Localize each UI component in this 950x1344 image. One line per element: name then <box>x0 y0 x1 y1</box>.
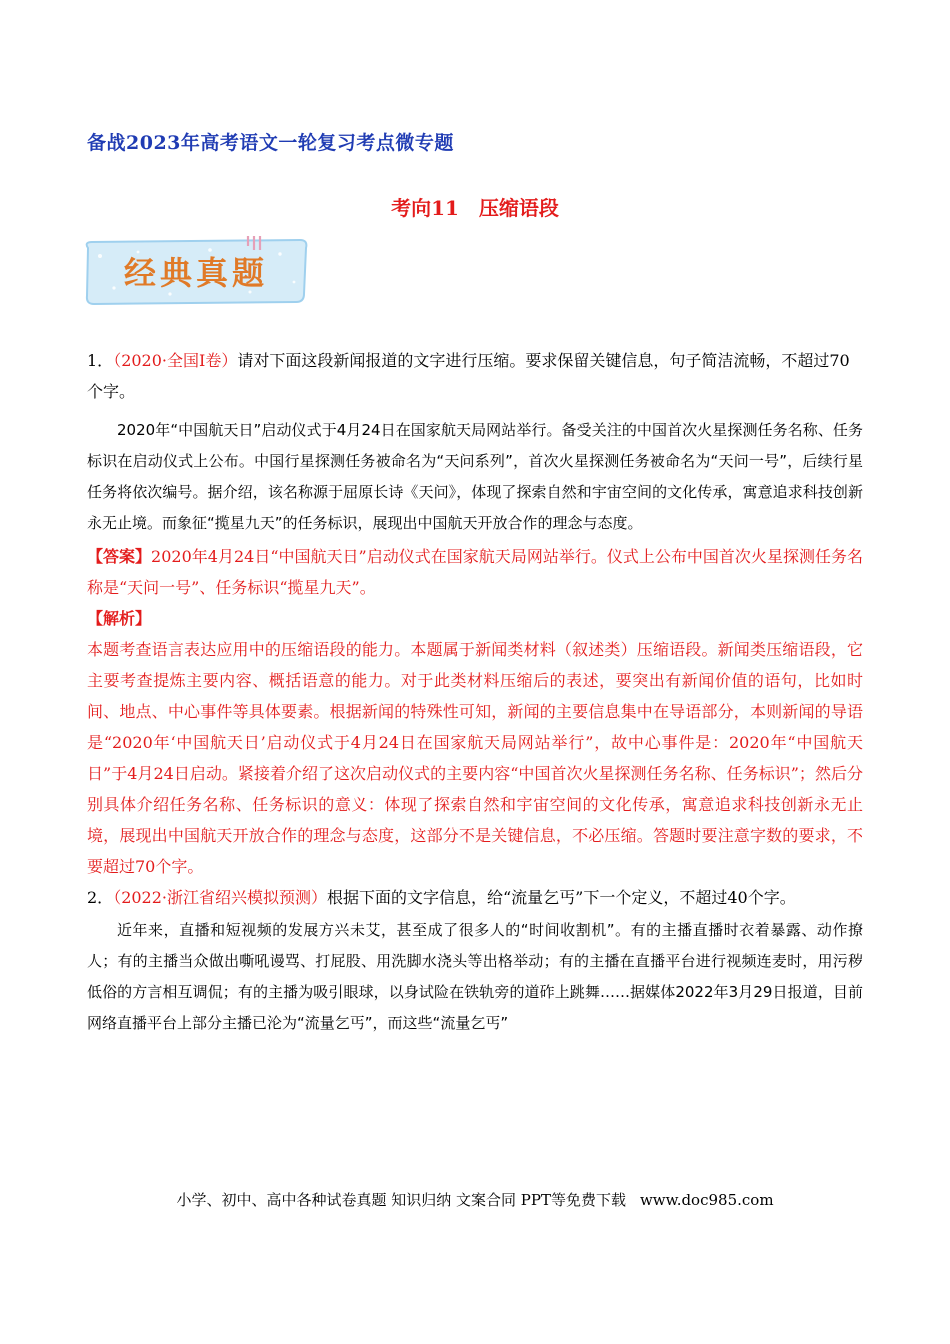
question-1 <box>87 345 863 407</box>
analysis-text: 本题考查语言表达应用中的压缩语段的能力。本题属于新闻类材料（叙述类）压缩语段。新闻类压缩语段，它主要考查提炼主要内容、概括语意的能力。对于此类材料压缩后的表述，要突出有新闻价值的语句，比如时间、地点、中心事件等具体要素。根据新闻的特殊性可知，新闻的主要信息集中在导语部分，本则新闻的导语是“2020年‘中国航天日’启动仪式于4月24日在国家航天局网站举行”，故中心事件是：2020年“中国航天日”于4月24日启动。紧接着介绍了这次启动仪式的主要内容“中国首次火星探测任务名称、任务标识”；然后分别具体介绍任务名称、任务标识的意义：体现了探索自然和宇宙空间的文化传承，寓意追求科技创新永无止境，展现出中国航天开放合作的理念与态度，这部分不是关键信息，不必压缩。答题时要注意字数的要求，不要超过70个字。 <box>87 640 863 876</box>
analysis-label: 【解析】 <box>87 609 152 628</box>
topic-name: 压缩语段 <box>478 196 559 220</box>
question-source: （2020·全国Ⅰ卷） <box>113 351 238 370</box>
question-prompt: 请对下面这段新闻报道的文字进行压缩。要求保留关键信息，句子简洁流畅，不超过70个字。 <box>87 351 850 401</box>
answer-text: 2020年4月24日“中国航天日”启动仪式在国家航天局网站举行。仪式上公布中国首次火星探测任务名称是“天问一号”、任务标识“揽星九天”。 <box>87 547 863 597</box>
footer-text: 小学、初中、高中各种试卷真题 知识归纳 文案合同 PPT等免费下载 <box>176 1191 626 1209</box>
banner-label: 经典真题 <box>123 254 268 292</box>
content-area <box>87 345 863 1039</box>
topic-prefix: 考向11 <box>391 196 459 220</box>
answer-block <box>87 541 863 603</box>
page-footer <box>0 1189 950 1210</box>
question-2 <box>87 882 863 913</box>
series-title: 备战2023年高考语文一轮复习考点微专题 <box>87 132 454 154</box>
topic-title <box>0 192 950 221</box>
question-prompt: 根据下面的文字信息，给“流量乞丐”下一个定义，不超过40个字。 <box>327 888 796 907</box>
answer-label: 【答案】 <box>87 547 152 566</box>
question-number: 1． <box>87 351 114 370</box>
footer-url[interactable]: www.doc985.com <box>639 1191 774 1209</box>
question-number: 2． <box>87 888 114 907</box>
section-banner <box>80 236 312 306</box>
question-1-passage: 2020年“中国航天日”启动仪式于4月24日在国家航天局网站举行。备受关注的中国首次火星探测任务名称、任务标识在启动仪式上公布。中国行星探测任务被命名为“天问系列”，首次火星探测任务被命名为“天问一号”，后续行星任务将依次编号。据介绍，该名称源于屈原长诗《天问》，体现了探索自然和宇宙空间的文化传承，寓意追求科技创新永无止境。而象征“揽星九天”的任务标识，展现出中国航天开放合作的理念与态度。 <box>87 421 863 532</box>
question-2-passage: 近年来，直播和短视频的发展方兴未艾，甚至成了很多人的“时间收割机”。有的主播直播时衣着暴露、动作撩人；有的主播当众做出嘶吼谩骂、打屁股、用洗脚水浇头等出格举动；有的主播在直播平台进行视频连麦时，用污秽低俗的方言相互调侃；有的主播为吸引眼球，以身试险在铁轨旁的道砟上跳舞……据媒体2022年3月29日报道，目前网络直播平台上部分主播已沦为“流量乞丐”，而这些“流量乞丐” <box>87 921 863 1032</box>
question-source: （2022·浙江省绍兴模拟预测） <box>113 888 327 907</box>
